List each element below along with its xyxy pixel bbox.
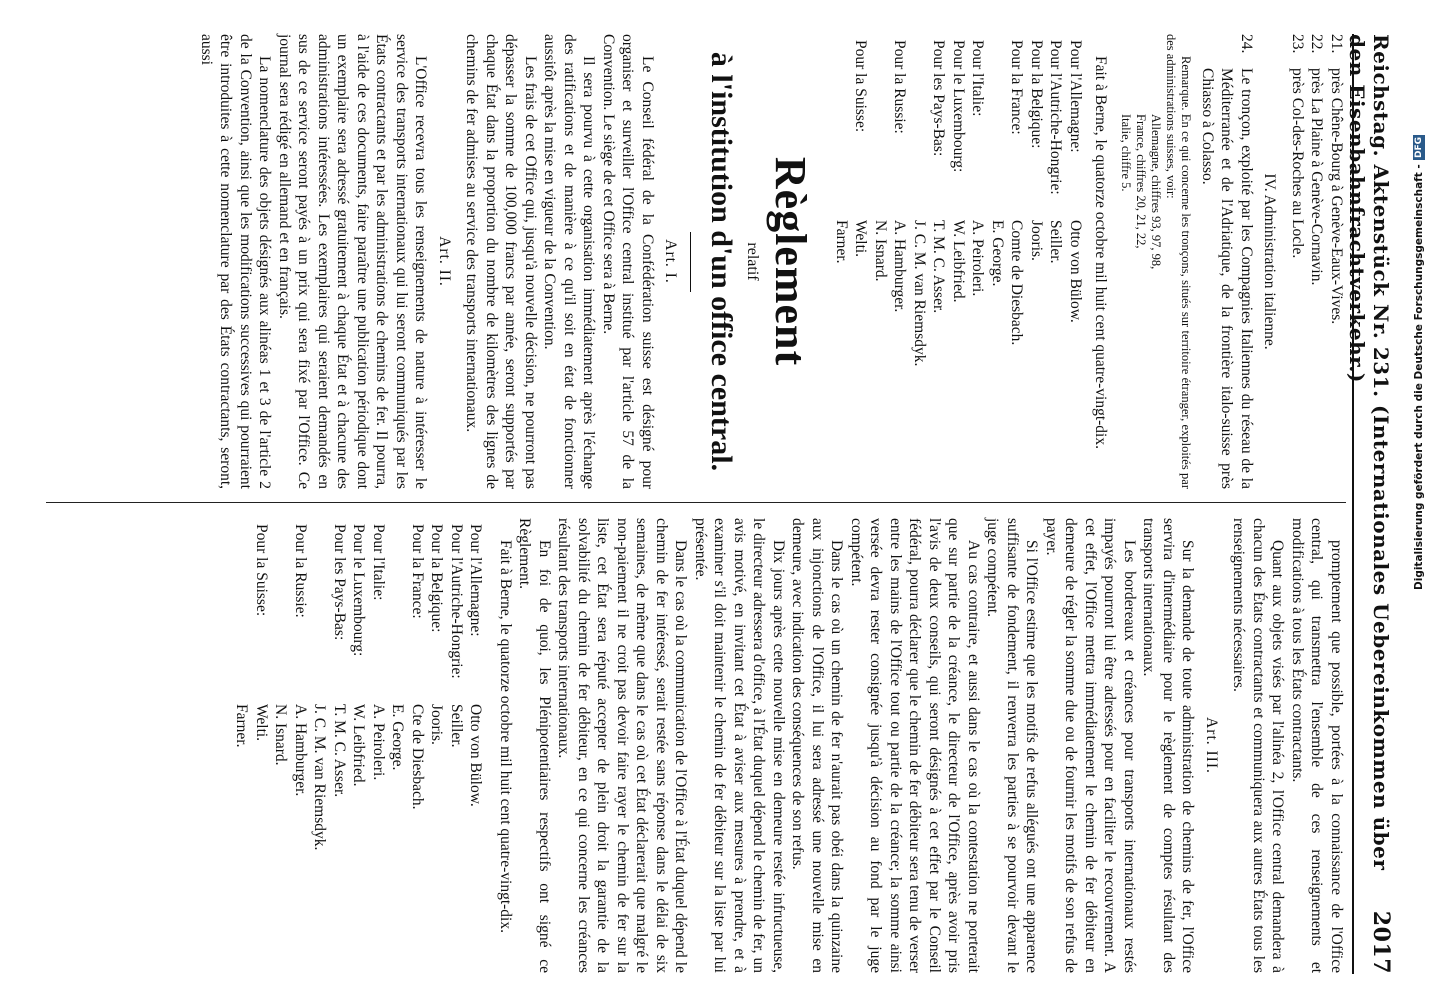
signature-row [349, 524, 369, 973]
signatory-country: Pour l'Allemagne: [1067, 40, 1084, 153]
signatory-name: A. Hamburger. [891, 220, 909, 313]
signatory-name: Welti. [253, 704, 270, 742]
paragraph: Quant aux objets visés par l'alinéa 2, l'Office central demandera à chacun des États contractants et communiquera aux autres États tous les renseignements nécessaires. [1230, 518, 1287, 973]
digitization-note [1408, 10, 1430, 590]
paragraph: Fait à Berne, le quatorze octobre mil huit cent quatre-vingt-dix. [497, 540, 514, 933]
paragraph: Les bordereaux et créances pour transports internationaux restés impayés pourront lui être adressés pour en faciliter le recouvrement. A cet effet, l'Office mettra immédiatement le chemin de fer débiteur en demeure de régler la somme due ou de fournir les motifs de son refus de payer. [1043, 518, 1138, 973]
title-office-central: à l'institution d'un office central. [705, 51, 739, 472]
paragraph: La nomenclature des objets désignés aux alinéas 1 et 3 de l'article 2 de la Convention, ainsi que les modifications successives qui pourraient être introduites à cette nomenclature par des États contractants, seront, aussi [198, 34, 274, 489]
signatory-names [1066, 220, 1086, 489]
signatory-name: A. Peiroleri. [969, 220, 987, 297]
signatory-names [349, 704, 369, 973]
art-3-body [496, 518, 1198, 973]
signatory-name: Jooris. [1028, 220, 1045, 261]
paragraph: Il sera pourvu à cette organisation immédiatement après l'échange des ratifications et de manière à ce qu'il soit en état de fonctionner aussitôt après la mise en vigueur de la Convention. [541, 34, 598, 489]
paragraph: Au cas contraire, et aussi dans le cas où la contestation ne porterait que sur partie de la créance, le directeur de l'Office, après avoir pris l'avis de deux conseils, qui seront désignés à cet effet par le Conseil fédéral, pourra déclarer que le chemin de fer débiteur sera tenu de verser entre les mains de l'Office tout ou partie de la créance; la somme ainsi versée devra rester consignée jusqu'à décision au fond par le juge compétent. [848, 518, 982, 973]
signature-block-2 [232, 518, 486, 973]
item-text: près La Plaine à Genève-Cornavin. [1308, 68, 1326, 286]
signature-row [369, 524, 389, 973]
dfg-logo: DFG [1414, 137, 1424, 159]
signatory-name: Cte de Diesbach. [409, 704, 426, 810]
signatory-name: A. Peiroleri. [370, 704, 387, 781]
signatory-name: T. M. C. Asser. [930, 220, 948, 314]
paragraph: L'Office recevra tous les renseignements de nature à intéresser le service des transports internationaux qui lui seront communiqués par les États contractants et par les administrations de chemins de fer. Il pourra, à l'aide de ces documents, faire paraître une publication périodique dont un exemplaire sera adressé gratuitement à chaque État et à chacune des administrations intéressées. Les exemplaires qui seraient demandés en sus de ce service seront payés à un prix qui sera fixé par l'Office. Ce journal sera rédigé en allemand et en français. [276, 34, 430, 489]
signature-row [466, 524, 486, 973]
signatory-name: N. Isnard. [872, 220, 889, 282]
paragraph: Les frais de cet Office qui, jusqu'à nouvelle décision, ne pourront pas dépasser la somme de 100,000 francs par année, seront supportés par chaque État dans la proportion du nombre de kilomètres des lignes de chemins de fer admises au service des transports internationaux. [463, 34, 539, 489]
signatory-name: Otto von Bülow. [467, 704, 485, 807]
signature-row [271, 524, 310, 973]
signatory-names [388, 704, 427, 973]
signatory-name: T. M. C. Asser. [331, 704, 348, 798]
signatory-name: Welti. [852, 220, 870, 258]
item-text: près Col-des-Roches au Locle. [1289, 68, 1306, 259]
signatory-names [968, 220, 988, 489]
list-item [1307, 34, 1327, 489]
signatory-country: Pour la Belgique: [428, 524, 446, 633]
signature-row [968, 40, 988, 489]
art-1-heading: Art. I. [662, 239, 680, 284]
signatory-country: Pour l'Allemagne: [467, 524, 485, 637]
item-number: 23. [1289, 34, 1306, 54]
signature-row [388, 524, 427, 973]
section-heading-iv: IV. Administration italienne. [1261, 173, 1279, 350]
signatory-country: Pour le Luxembourg: [950, 40, 967, 173]
paragraph: Dix jours après cette nouvelle mise en demeure restée infructueuse, le directeur adressera d'office, à l'État duquel dépend le chemin de fer, un avis motivé, en invitant cet État à aviser aux mesures à prendre, et à examiner s'il doit maintenir le chemin de fer débiteur sur la liste par lui présentée. [692, 518, 787, 973]
item-number: 21. [1328, 34, 1345, 54]
signatory-country: Pour les Pays-Bas: [930, 40, 948, 157]
paragraph: Dans le cas où un chemin de fer n'aurait pas obéi dans la quinzaine aux injonctions de l'Office, il lui sera adressé une nouvelle mise en demeure, avec indication des conséquences de son refus. [789, 518, 846, 973]
paragraph: En foi de quoi, les Plénipotentiaires respectifs ont signé ce Règlement. [516, 518, 553, 973]
paragraph: promptement que possible, portées à la connaissance de l'Office central, qui transmettra l'ensemble de ces renseignements et modifications à tous les États contractants. [1289, 518, 1345, 973]
signatory-country: Pour l'Autriche-Hongrie: [448, 524, 465, 679]
signatory-country: Pour la Russie: [292, 524, 309, 618]
item-number: 22. [1308, 34, 1326, 54]
signature-row [988, 40, 1027, 489]
art-2-body [197, 34, 431, 489]
signatory-names [232, 704, 271, 973]
title-reglement: Règlement [766, 156, 816, 367]
signatory-name: J. C. M. van Riemsdyk. [911, 220, 928, 367]
signatory-names [832, 220, 871, 489]
signatory-names [310, 704, 349, 973]
signatory-names [466, 704, 486, 973]
signature-row [232, 524, 271, 973]
signatory-name: J. C. M. van Riemsdyk. [311, 704, 329, 851]
signature-row [427, 524, 447, 973]
signatory-country: Pour les Pays-Bas: [331, 524, 348, 641]
signatory-country: Pour l'Italie: [370, 524, 387, 601]
signature-row [949, 40, 969, 489]
signature-row [1027, 40, 1047, 489]
signatory-country: Pour la Belgique: [1028, 40, 1045, 149]
signatory-names [1046, 220, 1066, 489]
signatory-names [910, 220, 949, 489]
paragraph: Sur la demande de toute administration de chemins de fer, l'Office servira d'intermédiaire pour le règlement de comptes résultant des transports internationaux. [1140, 518, 1197, 973]
item-text: Le tronçon, exploité par les Compagnies Italiennes du réseau de la Méditerranée et de l'Adriatique, de la frontière italo-suisse près Chiasso à Colasso. [1199, 68, 1255, 489]
list-item [1327, 34, 1347, 489]
signatory-names [369, 704, 389, 973]
remark-lines [1119, 114, 1164, 489]
remark-line: Allemagne, chiffres 93, 97, 98, [1149, 114, 1164, 270]
title-rule [691, 232, 692, 292]
digitization-text: Digitalisierung gefördert durch die Deutsche Forschungsgemeinschaft - [1413, 164, 1425, 590]
signatory-name: A. Hamburger. [292, 704, 309, 797]
signatory-names [871, 220, 910, 489]
signatory-names [427, 704, 447, 973]
signatory-name: E. George. [389, 704, 407, 771]
signatory-names [271, 704, 310, 973]
signature-row [1046, 40, 1066, 489]
paragraph: Si l'Office estime que les motifs de refus allégués ont une apparence suffisante de fondement, il renverra les parties à se pourvoir devant le juge compétent. [984, 518, 1041, 973]
signatory-names [988, 220, 1027, 489]
signatory-name: Seiller. [448, 704, 465, 748]
signatory-name: W. Leibfried. [350, 704, 368, 787]
signatory-name: N. Isnard. [272, 704, 290, 766]
signatory-name: Seiller. [1047, 220, 1065, 264]
list-item [1288, 34, 1308, 489]
fait-a-berne: Fait à Berne, le quatorze octobre mil huit cent quatre-vingt-dix. [1092, 56, 1110, 449]
art-1-body [462, 34, 657, 489]
signatory-names [447, 704, 467, 973]
list-item-24 [1198, 34, 1257, 489]
right-column [232, 518, 1346, 973]
signatory-country: Pour la Suisse: [852, 40, 870, 133]
signatory-country: Pour l'Italie: [969, 40, 987, 117]
paragraph: Dans le cas où la communication de l'Office à l'État duquel dépend le chemin de fer intéressé, serait restée sans réponse dans le délai de six semaines, de même que dans le cas où cet État déclarerait que malgré le non-paiement il ne croit pas devoir faire rayer le chemin de fer sur la liste, cet État sera réputé accepter de plein droit la garantie de la solvabilité du chemin de fer débiteur, en ce qui concerne les créances résultant des transports internationaux. [555, 518, 690, 973]
signatory-name: E. George. [989, 220, 1006, 287]
title-relatif: relatif [744, 242, 762, 281]
signature-row [447, 524, 467, 973]
paragraph: Le Conseil fédéral de la Confédération suisse est désigné pour organiser et surveiller l'Office central institué par l'article 57 de la Convention. Le siège de cet Office sera à Berne. [600, 34, 656, 489]
left-column [197, 34, 1347, 489]
header-title: Reichstag. Aktenstück Nr. 231. (Internationales Uebereinkommen über den Eisenbahnfrachtverkehr.) [1345, 34, 1393, 871]
signatory-names [1027, 220, 1047, 489]
column-divider [46, 502, 1346, 503]
signatory-country: Pour la Suisse: [253, 524, 270, 617]
item-text: près Chêne-Bourg à Genève-Eaux-Vives. [1328, 68, 1345, 325]
signatory-name: Farner. [233, 704, 251, 748]
signatory-country: Pour le Luxembourg: [350, 524, 368, 657]
remark-line: Italie, chiffre 5. [1119, 114, 1134, 192]
signatory-country: Pour la France: [1008, 40, 1026, 135]
signatory-country: Pour la France: [409, 524, 426, 619]
signatory-name: Jooris. [428, 704, 446, 745]
remark: Remarque. En ce qui concerne les tronçons, situés sur territoire étranger, exploités par des administrations suisses, voir: [1164, 34, 1194, 489]
signatory-name: Otto von Bülow. [1067, 220, 1084, 323]
signatory-country: Pour la Russie: [891, 40, 909, 134]
signatory-country: Pour l'Autriche-Hongrie: [1047, 40, 1065, 195]
running-header [1345, 34, 1394, 974]
signature-row [310, 524, 349, 973]
signatory-names [949, 220, 969, 489]
art-2-heading: Art. II. [436, 236, 453, 287]
art-3-heading: Art. III. [1203, 717, 1220, 774]
item-number: 24. [1238, 34, 1255, 54]
station-list [1288, 34, 1347, 489]
signatory-name: Comte de Diesbach. [1008, 220, 1026, 346]
signature-row [871, 40, 910, 489]
remark-line: France, chiffres 20, 21, 22, [1134, 114, 1149, 249]
signatory-name: W. Leibfried. [950, 220, 967, 303]
signature-row [910, 40, 949, 489]
signature-block [832, 34, 1086, 489]
rotated-document [16, 0, 1416, 1000]
signatory-name: Farner. [833, 220, 850, 264]
signature-row [832, 40, 871, 489]
continued-text [1229, 518, 1346, 973]
signature-row [1066, 40, 1086, 489]
page-number: 2017 [1368, 910, 1394, 974]
